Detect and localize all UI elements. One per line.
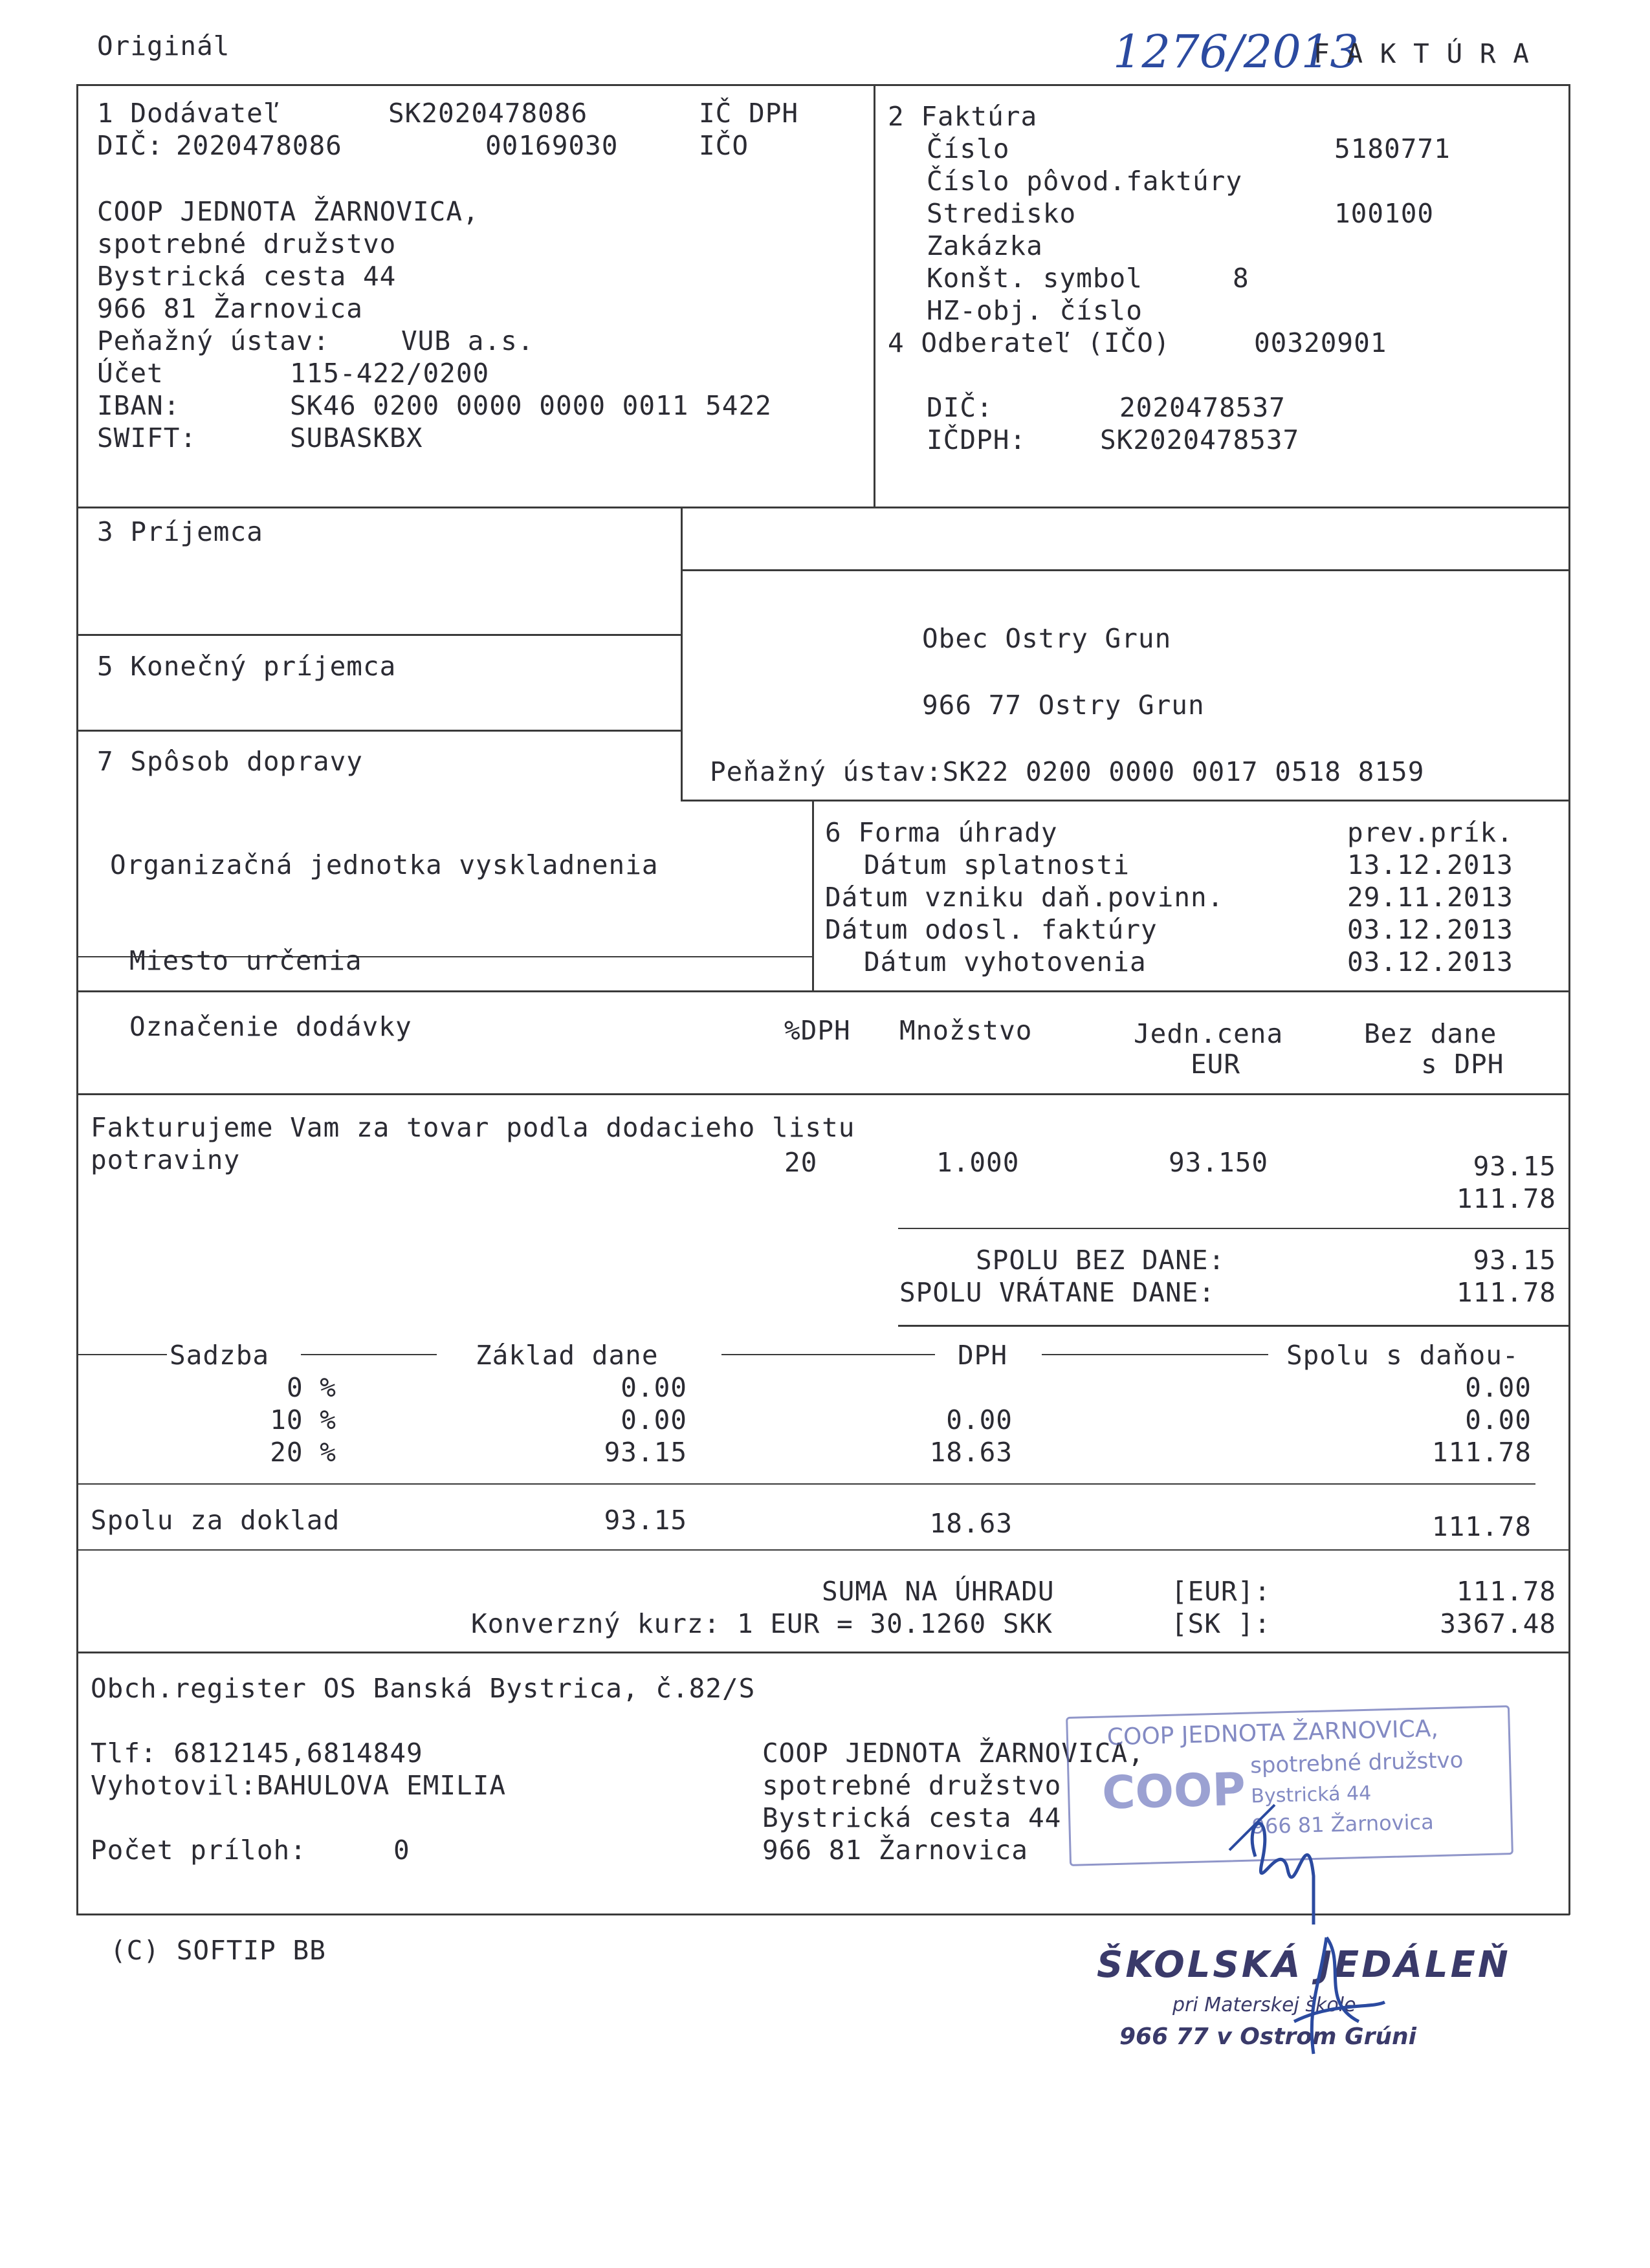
footer-name1: COOP JEDNOTA ŽARNOVICA, xyxy=(762,1738,1145,1769)
vat-base: 93.15 xyxy=(604,1437,687,1468)
issued-date-label: Dátum vyhotovenia xyxy=(864,946,1147,977)
customer-icdph-value: SK2020478537 xyxy=(1100,424,1300,455)
invoice-number-value: 5180771 xyxy=(1334,133,1451,164)
school-stamp-line3: 966 77 v Ostrom Grúni xyxy=(1119,2023,1416,2050)
supplier-heading: 1 Dodávateľ xyxy=(97,98,280,129)
supplier-bank-label: Peňažný ústav: xyxy=(97,325,330,356)
supplier-dic-label: DIČ: xyxy=(97,130,164,161)
due-date-value: 13.12.2013 xyxy=(1347,849,1513,880)
item-net: 93.15 xyxy=(1473,1151,1556,1182)
vat-vat-header: DPH xyxy=(958,1340,1008,1371)
stamp-logo: COOP xyxy=(1101,1762,1246,1820)
supplier-iban-value: SK46 0200 0000 0000 0011 5422 xyxy=(290,390,772,421)
footer-city: 966 81 Žarnovica xyxy=(762,1835,1028,1866)
divider-subtotal xyxy=(898,1228,1570,1229)
software-copyright: (C) SOFTIP BB xyxy=(110,1935,326,1966)
total-net-label: SPOLU BEZ DANE: xyxy=(976,1245,1226,1276)
invoice-konst-label: Konšt. symbol xyxy=(927,263,1143,294)
vat-rate-header: Sadzba xyxy=(170,1340,270,1371)
items-unitprice-currency: EUR xyxy=(1191,1049,1241,1080)
sent-date-value: 03.12.2013 xyxy=(1347,914,1513,945)
tax-date-label: Dátum vzniku daň.povinn. xyxy=(825,882,1224,913)
vat-rate: 10 % xyxy=(270,1404,336,1435)
vat-header-line-left xyxy=(76,1354,167,1355)
payment-form-label: 6 Forma úhrady xyxy=(825,817,1058,848)
stamp-line2: spotrebné družstvo xyxy=(1249,1747,1464,1779)
frame-right xyxy=(1568,84,1570,1915)
items-net-header: Bez dane xyxy=(1364,1018,1497,1049)
divider-totals xyxy=(898,1325,1570,1327)
vat-header-line-a xyxy=(301,1354,437,1355)
org-unit-label: Organizačná jednotka vyskladnenia xyxy=(110,849,659,880)
item-qty: 1.000 xyxy=(936,1147,1020,1178)
conversion-value: 3367.48 xyxy=(1440,1608,1556,1639)
items-qty-header: Množstvo xyxy=(899,1015,1033,1046)
document-title: F A K T Ú R A xyxy=(1314,38,1530,69)
items-vat-header: %DPH xyxy=(784,1015,851,1046)
invoice-konst-value: 8 xyxy=(1233,263,1249,294)
supplier-ico-label: IČO xyxy=(699,130,749,161)
supplier-ico-value: 00169030 xyxy=(485,130,619,161)
supplier-street: Bystrická cesta 44 xyxy=(97,261,397,292)
customer-icdph-label: IČDPH: xyxy=(927,424,1027,455)
doc-sum-base: 93.15 xyxy=(604,1505,687,1536)
doc-sum-total: 111.78 xyxy=(1431,1511,1532,1542)
invoice-center-label: Stredisko xyxy=(927,198,1077,229)
stamp-line1: COOP JEDNOTA ŽARNOVICA, xyxy=(1106,1715,1439,1751)
total-net-value: 93.15 xyxy=(1473,1245,1556,1276)
divider-recipient-h2 xyxy=(76,634,682,636)
supplier-iban-label: IBAN: xyxy=(97,390,181,421)
vat-base: 0.00 xyxy=(621,1372,687,1403)
doc-sum-vat: 18.63 xyxy=(929,1508,1013,1539)
divider-row3 xyxy=(76,990,1570,992)
recipient-city: 966 77 Ostry Grun xyxy=(922,690,1205,721)
recipient-bank: Peňažný ústav:SK22 0200 0000 0017 0518 8159 xyxy=(710,756,1425,787)
divider-vat-sum xyxy=(76,1483,1535,1485)
divider-recipient-h3 xyxy=(76,730,682,732)
item-gross: 111.78 xyxy=(1456,1183,1556,1214)
stamp-line4: 966 81 Žarnovica xyxy=(1251,1809,1435,1839)
due-label: SUMA NA ÚHRADU xyxy=(822,1576,1055,1607)
invoice-number-label: Číslo xyxy=(927,133,1010,164)
supplier-icdph-value: SK2020478086 xyxy=(388,98,588,129)
due-value: 111.78 xyxy=(1456,1576,1556,1607)
divider-recipient-h1 xyxy=(681,569,1570,571)
invoice-order-label: Zakázka xyxy=(927,230,1043,261)
divider-payment-vertical xyxy=(812,801,814,992)
vat-header-line-c xyxy=(1042,1354,1268,1355)
divider-due xyxy=(76,1549,1570,1551)
vat-total: 111.78 xyxy=(1431,1437,1532,1468)
supplier-account-value: 115-422/0200 xyxy=(290,358,490,389)
frame-left xyxy=(76,84,78,1915)
items-designation-header: Označenie dodávky xyxy=(129,1011,412,1042)
vat-header-line-b xyxy=(721,1354,935,1355)
customer-label: 4 Odberateľ (IČO) xyxy=(888,327,1171,358)
footer-street: Bystrická cesta 44 xyxy=(762,1802,1062,1833)
issued-date-value: 03.12.2013 xyxy=(1347,946,1513,977)
vat-amount: 0.00 xyxy=(946,1404,1013,1435)
invoice-hz-label: HZ-obj. číslo xyxy=(927,295,1143,326)
total-gross-label: SPOLU VRÁTANE DANE: xyxy=(899,1277,1215,1308)
vat-total: 0.00 xyxy=(1465,1372,1532,1403)
final-recipient-heading: 5 Konečný príjemca xyxy=(97,651,397,682)
phone: Tlf: 6812145,6814849 xyxy=(91,1738,423,1769)
item-name: potraviny xyxy=(91,1144,241,1175)
customer-dic-value: 2020478537 xyxy=(1119,392,1286,423)
recipient-heading: 3 Príjemca xyxy=(97,516,263,547)
supplier-bank-value: VUB a.s. xyxy=(401,325,534,356)
sent-date-label: Dátum odosl. faktúry xyxy=(825,914,1158,945)
divider-row1 xyxy=(76,507,1570,508)
divider-items-header xyxy=(76,1093,1570,1095)
stamp-line3: Bystrická 44 xyxy=(1250,1782,1372,1808)
supplier-dic-value: 2020478086 xyxy=(176,130,342,161)
vat-total: 0.00 xyxy=(1465,1404,1532,1435)
supplier-city: 966 81 Žarnovica xyxy=(97,293,363,324)
supplier-account-label: Účet xyxy=(97,358,164,389)
due-currency: [EUR]: xyxy=(1171,1576,1271,1607)
divider-row2 xyxy=(681,800,1570,801)
vat-amount: 18.63 xyxy=(929,1437,1013,1468)
items-unitprice-header: Jedn.cena xyxy=(1134,1018,1284,1049)
register-note: Obch.register OS Banská Bystrica, č.82/S xyxy=(91,1673,756,1704)
original-label: Originál xyxy=(97,30,230,61)
divider-footer xyxy=(76,1652,1570,1653)
tax-date-value: 29.11.2013 xyxy=(1347,882,1513,913)
vat-total-header: Spolu s daňou- xyxy=(1286,1340,1519,1371)
signature-2 xyxy=(1281,1925,1398,2073)
recipient-name: Obec Ostry Grun xyxy=(922,623,1172,654)
supplier-swift-label: SWIFT: xyxy=(97,422,197,453)
customer-dic-label: DIČ: xyxy=(927,392,993,423)
vat-base-header: Základ dane xyxy=(476,1340,659,1371)
school-stamp-line2: pri Materskej škole xyxy=(1172,1994,1356,2016)
school-stamp-line1: ŠKOLSKÁ JEDÁLEŇ xyxy=(1097,1944,1511,1986)
supplier-name1: COOP JEDNOTA ŽARNOVICA, xyxy=(97,196,479,227)
handwritten-invoice-number: 1276/2013 xyxy=(1113,25,1359,78)
invoice-heading: 2 Faktúra xyxy=(888,101,1038,132)
conversion-rate: Konverzný kurz: 1 EUR = 30.1260 SKK xyxy=(471,1608,1053,1639)
signature-1 xyxy=(1216,1779,1385,1928)
divider-recipient-vertical xyxy=(681,507,683,801)
invoice-center-value: 100100 xyxy=(1334,198,1435,229)
item-unit-price: 93.150 xyxy=(1169,1147,1269,1178)
item-vat: 20 xyxy=(784,1147,818,1178)
frame-top xyxy=(76,84,1570,86)
vat-rate: 0 % xyxy=(286,1372,336,1403)
footer-name2: spotrebné družstvo xyxy=(762,1770,1062,1801)
payment-form-value: prev.prík. xyxy=(1347,817,1513,848)
attachments-label: Počet príloh: xyxy=(91,1835,307,1866)
items-net-header2: s DPH xyxy=(1421,1049,1504,1080)
supplier-name2: spotrebné družstvo xyxy=(97,228,397,259)
vat-rate: 20 % xyxy=(270,1437,336,1468)
customer-ico: 00320901 xyxy=(1254,327,1387,358)
supplier-icdph-label: IČ DPH xyxy=(699,98,799,129)
made-by: Vyhotovil:BAHULOVA EMILIA xyxy=(91,1770,507,1801)
attachments-value: 0 xyxy=(393,1835,410,1866)
invoice-orig-label: Číslo pôvod.faktúry xyxy=(927,166,1242,197)
divider-vertical-top xyxy=(874,84,875,508)
items-intro: Fakturujeme Vam za tovar podla dodacieho listu xyxy=(91,1112,855,1143)
conversion-currency: [SK ]: xyxy=(1171,1608,1271,1639)
due-date-label: Dátum splatnosti xyxy=(864,849,1130,880)
vat-base: 0.00 xyxy=(621,1404,687,1435)
transport-heading: 7 Spôsob dopravy xyxy=(97,746,363,777)
supplier-swift-value: SUBASKBX xyxy=(290,422,423,453)
doc-sum-label: Spolu za doklad xyxy=(91,1505,340,1536)
place-label: Miesto určenia xyxy=(129,945,362,976)
total-gross-value: 111.78 xyxy=(1456,1277,1556,1308)
